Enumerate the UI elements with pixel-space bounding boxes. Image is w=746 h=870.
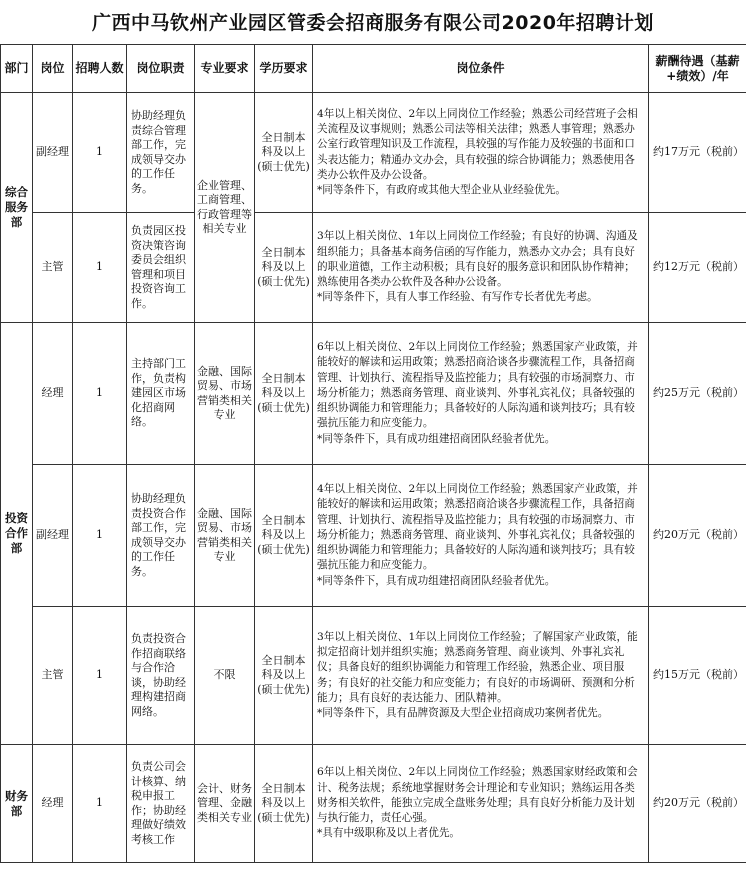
table-row (1, 213, 746, 323)
dept-cell: 投资合作部 (1, 323, 33, 745)
header-post: 岗位 (33, 45, 73, 93)
header-dept: 部门 (1, 45, 33, 93)
cond-text: 4年以上相关岗位、2年以上同岗位工作经验；熟悉国家产业政策，并能较好的解读和运用政策；熟悉招商洽谈各步骤流程工作，具备招商管理、计划执行、流程指导及监控能力；具有较强的市场洞察力、市场分析能力；熟悉商务管理、商业谈判、外事礼宾礼仪；具备较强的组织协调能力和管理能力；具备较好的人际沟通和谈判技巧；具有较强抗压能力和应变能力。 (317, 483, 638, 572)
table-row (1, 745, 746, 863)
table-row (1, 93, 746, 213)
major-cell: 金融、国际贸易、市场营销类相关专业 (195, 323, 255, 465)
count-cell: 1 (73, 607, 127, 745)
duty-cell: 负责投资合作招商联络与合作洽谈，协助经理构建招商网络。 (127, 607, 195, 745)
cond-cell (313, 93, 649, 213)
cond-text: 6年以上相关岗位、2年以上同岗位工作经验；熟悉国家财经政策和会计、税务法规；系统地掌握财务会计理论和专业知识；熟练运用各类财务相关软件，能独立完成全盘账务处理；具有良好分析能力及计划与执行能力，责任心强。 (317, 766, 638, 825)
duty-cell: 协助经理负责投资合作部工作，完成领导交办的工作任务。 (127, 465, 195, 607)
count-cell: 1 (73, 323, 127, 465)
edu-cell: 全日制本科及以上(硕士优先) (255, 93, 313, 213)
major-cell: 企业管理、工商管理、行政管理等相关专业 (195, 93, 255, 323)
major-cell: 会计、财务管理、金融类相关专业 (195, 745, 255, 863)
edu-cell: 全日制本科及以上(硕士优先) (255, 465, 313, 607)
edu-cell: 全日制本科及以上(硕士优先) (255, 323, 313, 465)
recruitment-table (0, 44, 746, 863)
cond-note: *具有中级职称及以上者优先。 (317, 827, 461, 840)
cond-text: 6年以上相关岗位、2年以上同岗位工作经验；熟悉国家产业政策，并能较好的解读和运用政策；熟悉招商洽谈各步骤流程工作，具备招商管理、计划执行、流程指导及监控能力；具有较强的市场洞察力、市场分析能力；熟悉商务管理、商业谈判、外事礼宾礼仪；具备较强的组织协调能力和管理能力；具备较好的人际沟通和谈判技巧；具有较强抗压能力和应变能力。 (317, 341, 638, 430)
cond-cell (313, 745, 649, 863)
table-row (1, 607, 746, 745)
duty-cell: 协助经理负责综合管理部工作，完成领导交办的工作任务。 (127, 93, 195, 213)
salary-cell: 约17万元（税前） (649, 93, 746, 213)
header-edu: 学历要求 (255, 45, 313, 93)
header-major: 专业要求 (195, 45, 255, 93)
header-cond: 岗位条件 (313, 45, 649, 93)
dept-cell: 综合服务部 (1, 93, 33, 323)
header-count: 招聘人数 (73, 45, 127, 93)
count-cell: 1 (73, 465, 127, 607)
count-cell: 1 (73, 93, 127, 213)
cond-text: 3年以上相关岗位、1年以上同岗位工作经验；有良好的协调、沟通及组织能力；具备基本商务信函的写作能力，熟悉办文办会；具有良好的职业道德，工作主动积极；具有良好的服务意识和团队协作精神；熟练使用各类办公软件及各种办公设备。 (317, 230, 638, 289)
cond-cell (313, 213, 649, 323)
page-title: 广西中马钦州产业园区管委会招商服务有限公司2020年招聘计划 (92, 12, 654, 34)
cond-note: *同等条件下，具有人事工作经验、有写作专长者优先考虑。 (317, 291, 598, 304)
major-cell: 不限 (195, 607, 255, 745)
cond-text: 4年以上相关岗位、2年以上同岗位工作经验；熟悉公司经营班子会相关流程及议事规则；熟悉公司法等相关法律；熟悉人事管理；熟悉办公室行政管理知识及工作流程，具较强的写作能力及较强的书面和口头表达能力；精通办文办会，具有较强的综合协调能力；熟悉使用各类办公软件及办公设备。 (317, 107, 638, 181)
cond-cell (313, 465, 649, 607)
post-cell: 副经理 (33, 93, 73, 213)
count-cell: 1 (73, 213, 127, 323)
cond-note: *同等条件下，具有品牌资源及大型企业招商成功案例者优先。 (317, 706, 609, 719)
count-cell: 1 (73, 745, 127, 863)
header-salary: 薪酬待遇（基薪+绩效）/年 (649, 45, 746, 93)
header-duty: 岗位职责 (127, 45, 195, 93)
table-row (1, 465, 746, 607)
post-cell: 经理 (33, 745, 73, 863)
edu-cell: 全日制本科及以上(硕士优先) (255, 745, 313, 863)
salary-cell: 约20万元（税前） (649, 745, 746, 863)
post-cell: 经理 (33, 323, 73, 465)
major-cell: 金融、国际贸易、市场营销类相关专业 (195, 465, 255, 607)
cond-note: *同等条件下，具有成功组建招商团队经验者优先。 (317, 432, 556, 445)
duty-cell: 负责公司会计核算、纳税申报工作；协助经理做好绩效考核工作 (127, 745, 195, 863)
salary-cell: 约25万元（税前） (649, 323, 746, 465)
salary-cell: 约12万元（税前） (649, 213, 746, 323)
post-cell: 主管 (33, 213, 73, 323)
cond-cell (313, 323, 649, 465)
post-cell: 主管 (33, 607, 73, 745)
dept-cell: 财务部 (1, 745, 33, 863)
cond-text: 3年以上相关岗位、1年以上同岗位工作经验；了解国家产业政策，能拟定招商计划并组织实施；熟悉商务管理、商业谈判、外事礼宾礼仪；具备良好的组织协调能力和管理工作经验，熟悉企业、项目服务；有良好的社交能力和应变能力；有良好的市场调研、预测和分析能力；具有良好的表达能力、团队精神。 (317, 630, 638, 704)
salary-cell: 约15万元（税前） (649, 607, 746, 745)
duty-cell: 负责园区投资决策咨询委员会组织管理和项目投资咨询工作。 (127, 213, 195, 323)
cond-cell (313, 607, 649, 745)
cond-note: *同等条件下，有政府或其他大型企业从业经验优先。 (317, 183, 566, 196)
table-row (1, 323, 746, 465)
header-row (1, 45, 746, 93)
post-cell: 副经理 (33, 465, 73, 607)
duty-cell: 主持部门工作，负责构建园区市场化招商网络。 (127, 323, 195, 465)
edu-cell: 全日制本科及以上(硕士优先) (255, 213, 313, 323)
cond-note: *同等条件下，具有成功组建招商团队经验者优先。 (317, 574, 556, 587)
salary-cell: 约20万元（税前） (649, 465, 746, 607)
edu-cell: 全日制本科及以上(硕士优先) (255, 607, 313, 745)
